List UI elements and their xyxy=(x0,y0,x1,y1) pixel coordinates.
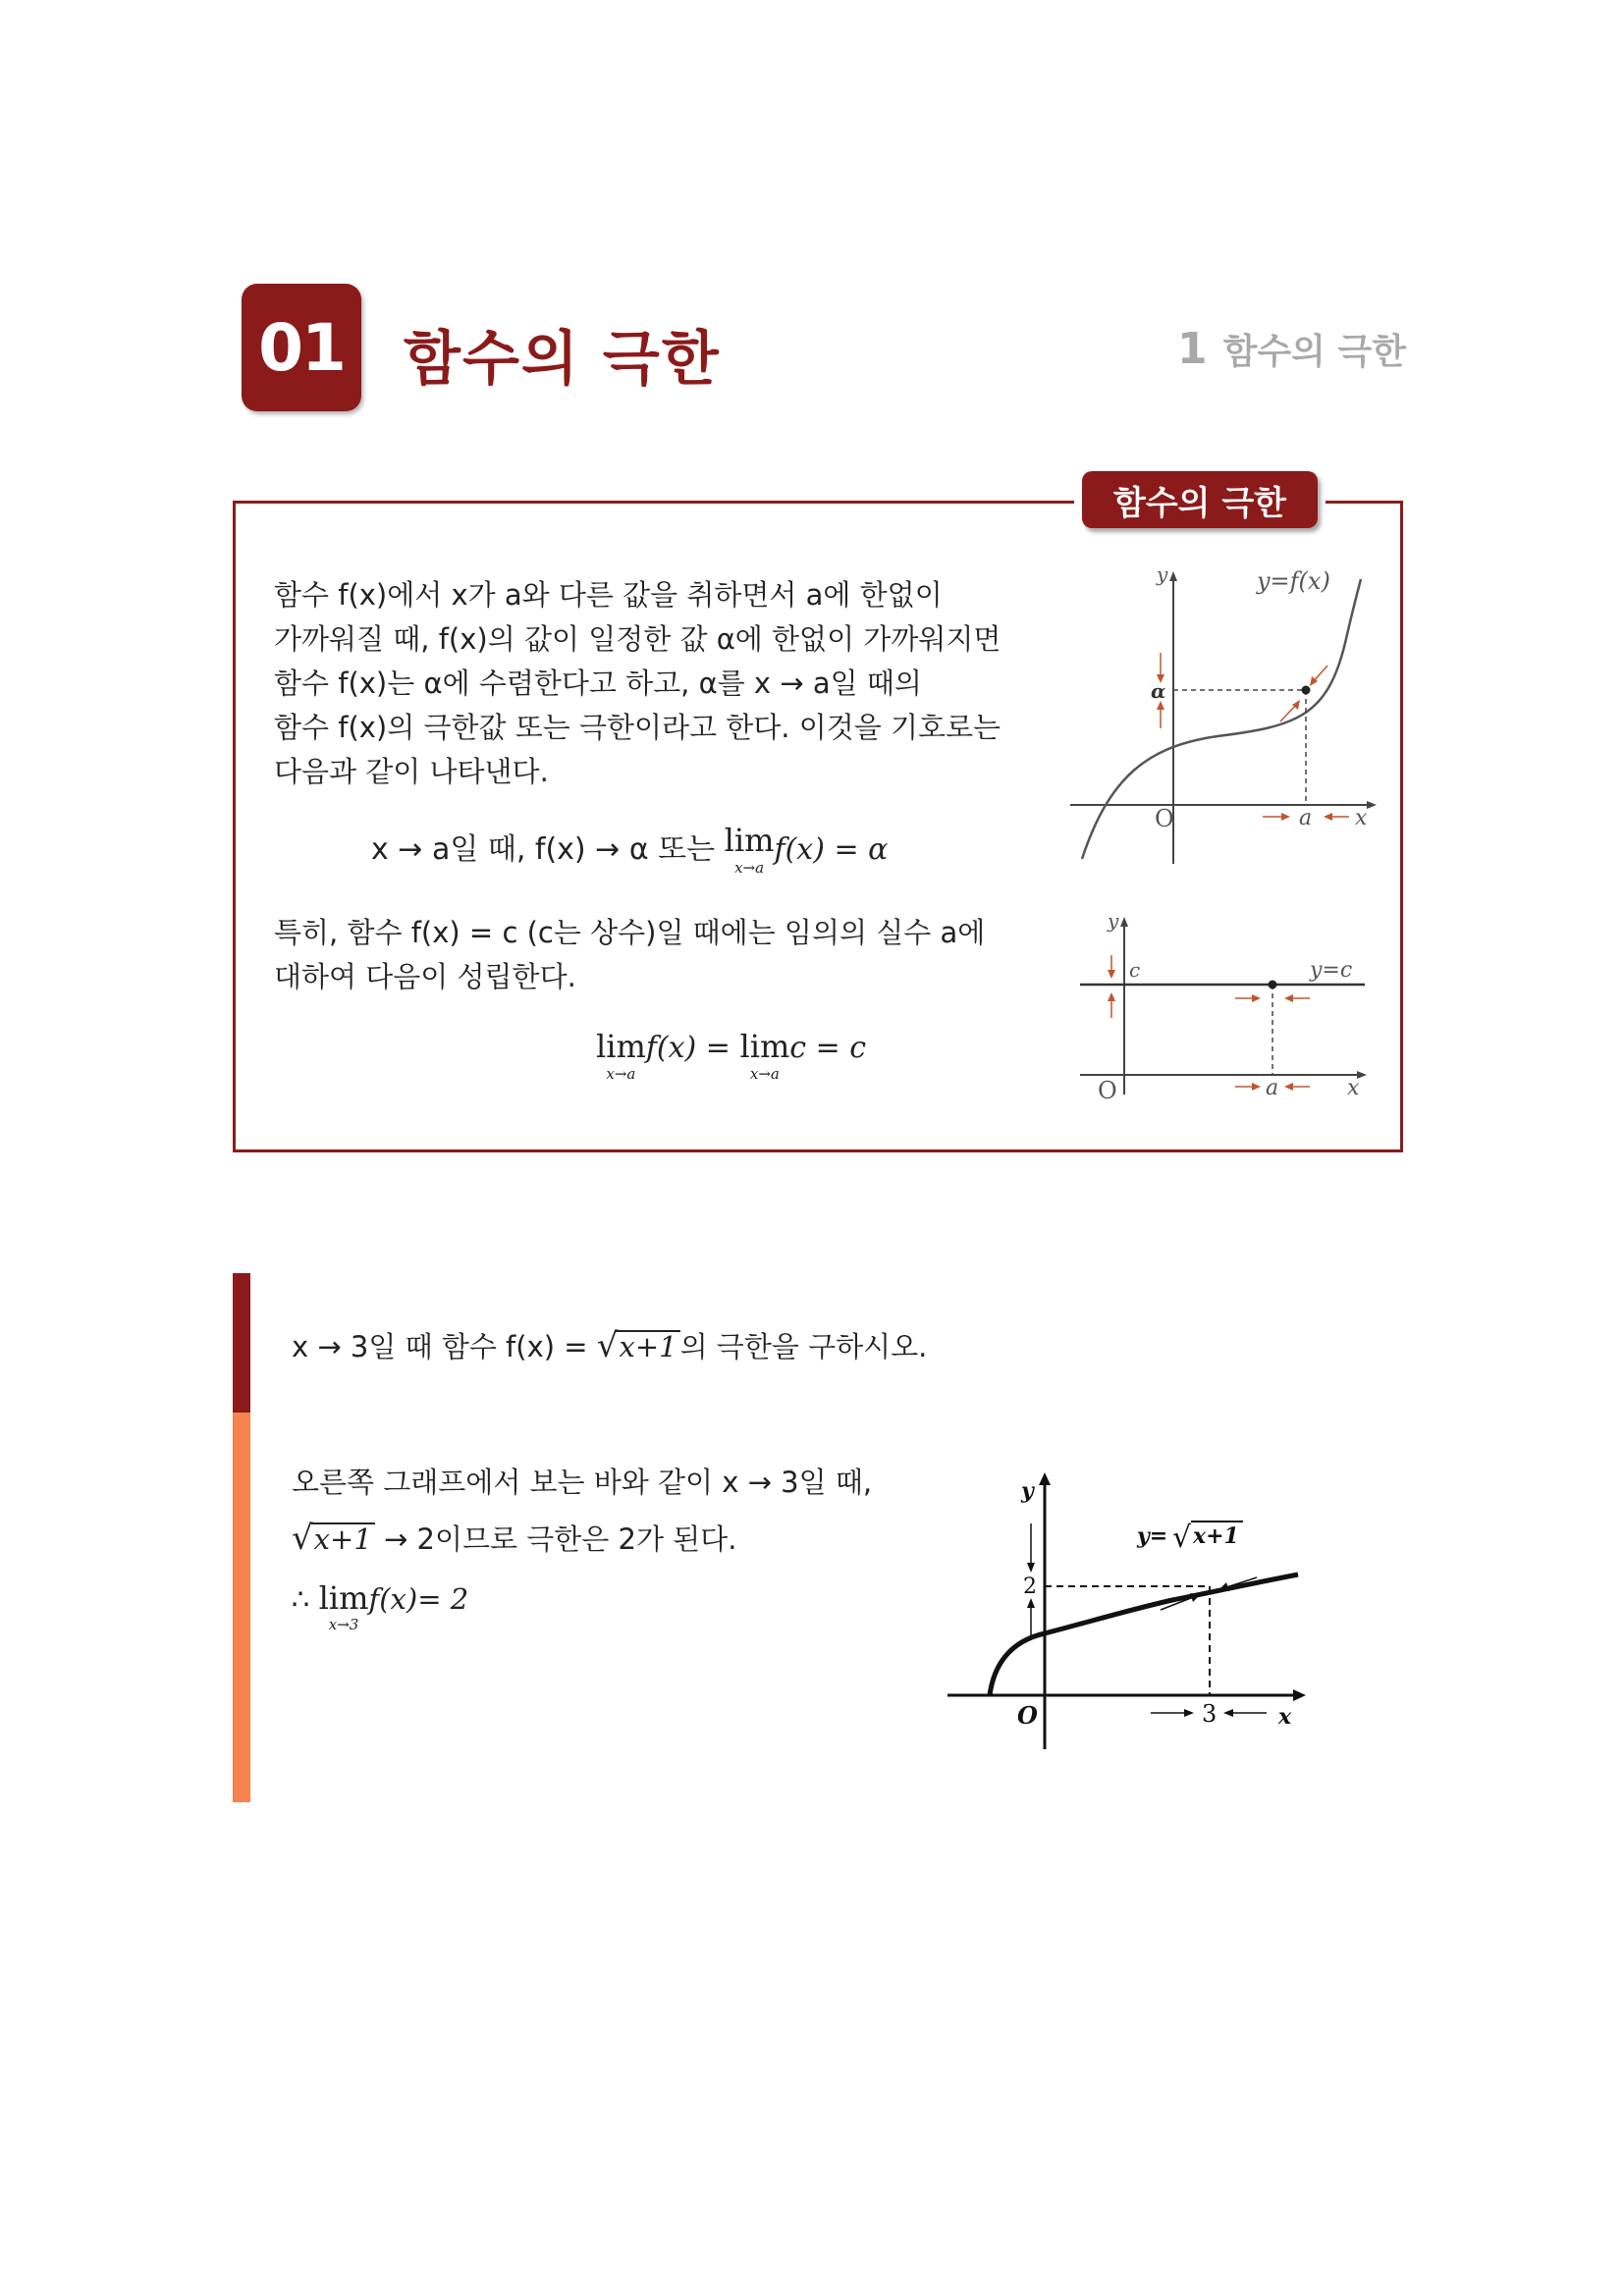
formula-left: x → a일 때, f(x) → α 또는 xyxy=(371,832,716,867)
question-bar xyxy=(233,1273,250,1413)
line-label: y=c xyxy=(1310,958,1353,983)
solution-bar xyxy=(233,1413,250,1802)
therefore-symbol: ∴ xyxy=(292,1582,310,1616)
y-tick-label: 2 xyxy=(1023,1575,1037,1599)
definition-line: 함수 f(x)는 α에 수렴한다고 하고, α를 x → a일 때의 xyxy=(274,667,922,700)
definition-line: 가까워질 때, f(x)의 값이 일정한 값 α에 한없이 가까워지면 xyxy=(274,622,1001,656)
curve-sqrt-sign: √ xyxy=(1172,1521,1192,1555)
curve-label: y=f(x) xyxy=(1257,567,1330,595)
y-axis-arrow xyxy=(1169,571,1177,581)
function-curve xyxy=(1082,579,1361,859)
arrow-down-head xyxy=(1108,970,1115,979)
curve-arrow-left-head xyxy=(1218,1582,1229,1591)
solution-radicand: x+1 xyxy=(311,1522,375,1554)
definition-paragraph xyxy=(274,573,1001,794)
limit-formula xyxy=(371,822,889,877)
y-axis-label: y xyxy=(1021,1478,1034,1504)
limit-point xyxy=(1269,981,1277,989)
constant-line: 대하여 다음이 성립한다. xyxy=(274,960,576,993)
chapter-number: 1 xyxy=(1176,324,1208,374)
lim-operator: lim x→3 xyxy=(318,1579,369,1633)
sqrt-sign: √ xyxy=(596,1326,619,1365)
section-number-badge: 01 xyxy=(242,284,361,411)
formula-right: f(x) = α xyxy=(774,832,889,867)
y-axis-label: y xyxy=(1157,562,1168,586)
c-label: c xyxy=(1129,958,1141,982)
y-axis-arrow xyxy=(1120,917,1128,927)
chapter-title: 함수의 극한 xyxy=(1222,332,1406,372)
definition-line: 함수 f(x)에서 x가 a와 다른 값을 취하면서 a에 한없이 xyxy=(274,578,943,612)
definition-line: 다음과 같이 나타낸다. xyxy=(274,755,549,788)
solution-line-3 xyxy=(292,1579,469,1633)
y-axis-arrow xyxy=(1039,1472,1051,1485)
constant-graph xyxy=(1070,908,1384,1114)
x-arrow-right-head xyxy=(1252,1083,1261,1091)
x-arrow-left-head xyxy=(1324,813,1332,821)
lim-operator: lim x→a xyxy=(724,822,775,877)
solution-line-2 xyxy=(292,1518,736,1558)
line-arrow-right-head xyxy=(1252,994,1261,1002)
line-arrow-left-head xyxy=(1284,994,1293,1002)
constant-paragraph xyxy=(274,911,985,999)
solution-text: → 2이므로 극한은 2가 된다. xyxy=(384,1522,737,1556)
x-axis-arrow xyxy=(1293,1689,1306,1701)
limit-point xyxy=(1302,686,1311,695)
x-tick-label: 3 xyxy=(1202,1700,1218,1728)
formula-mid: f(x) = xyxy=(645,1031,731,1065)
curve-label-prefix: y= xyxy=(1137,1523,1168,1549)
solution-result: f(x)= 2 xyxy=(368,1582,469,1616)
alpha-label: α xyxy=(1151,679,1166,703)
arrow-down-head xyxy=(1027,1563,1035,1573)
origin-label: O xyxy=(1017,1701,1038,1730)
x-arrow-left-head xyxy=(1284,1083,1293,1091)
a-label: a xyxy=(1266,1076,1279,1100)
x-axis-label: x xyxy=(1278,1704,1292,1730)
curve-radicand: x+1 xyxy=(1193,1523,1239,1549)
lim-operator: lim x→a xyxy=(596,1028,646,1083)
definition-line: 함수 f(x)의 극한값 또는 극한이라고 한다. 이것을 기호로는 xyxy=(274,711,1001,744)
x-arrow-left-head xyxy=(1223,1709,1233,1717)
x-axis-label: x xyxy=(1347,1076,1360,1100)
question-text: x → 3일 때 함수 f(x) = xyxy=(292,1330,588,1363)
constant-line: 특히, 함수 f(x) = c (c는 상수)일 때에는 임의의 실수 a에 xyxy=(274,916,986,949)
sqrt-graph xyxy=(943,1465,1316,1759)
x-arrow-right-head xyxy=(1184,1709,1194,1717)
constant-limit-formula xyxy=(596,1028,867,1083)
curve-arrow-right-head xyxy=(1190,1593,1201,1602)
question-radicand: x+1 xyxy=(616,1330,679,1362)
arrow-up-head xyxy=(1027,1598,1035,1608)
section-title: 함수의 극한 xyxy=(404,325,721,394)
example-question xyxy=(292,1325,927,1365)
a-label: a xyxy=(1299,806,1313,830)
origin-label: O xyxy=(1155,805,1174,832)
arrow-up-head xyxy=(1108,992,1115,1001)
limit-graph xyxy=(1070,560,1384,874)
solution-line-1: 오른쪽 그래프에서 보는 바와 같이 x → 3일 때, xyxy=(292,1466,873,1499)
formula-right: c = c xyxy=(789,1031,867,1065)
x-axis-label: x xyxy=(1355,806,1368,830)
question-text-end: 의 극한을 구하시오. xyxy=(679,1330,928,1363)
x-arrow-right-head xyxy=(1281,813,1290,821)
x-axis-arrow xyxy=(1367,801,1377,809)
sqrt-sign: √ xyxy=(292,1519,313,1558)
y-axis-label: y xyxy=(1108,909,1119,933)
lim-operator: lim x→a xyxy=(739,1028,790,1083)
chapter-heading xyxy=(1177,324,1406,374)
origin-label: O xyxy=(1098,1077,1117,1104)
concept-label: 함수의 극한 xyxy=(1082,471,1318,528)
